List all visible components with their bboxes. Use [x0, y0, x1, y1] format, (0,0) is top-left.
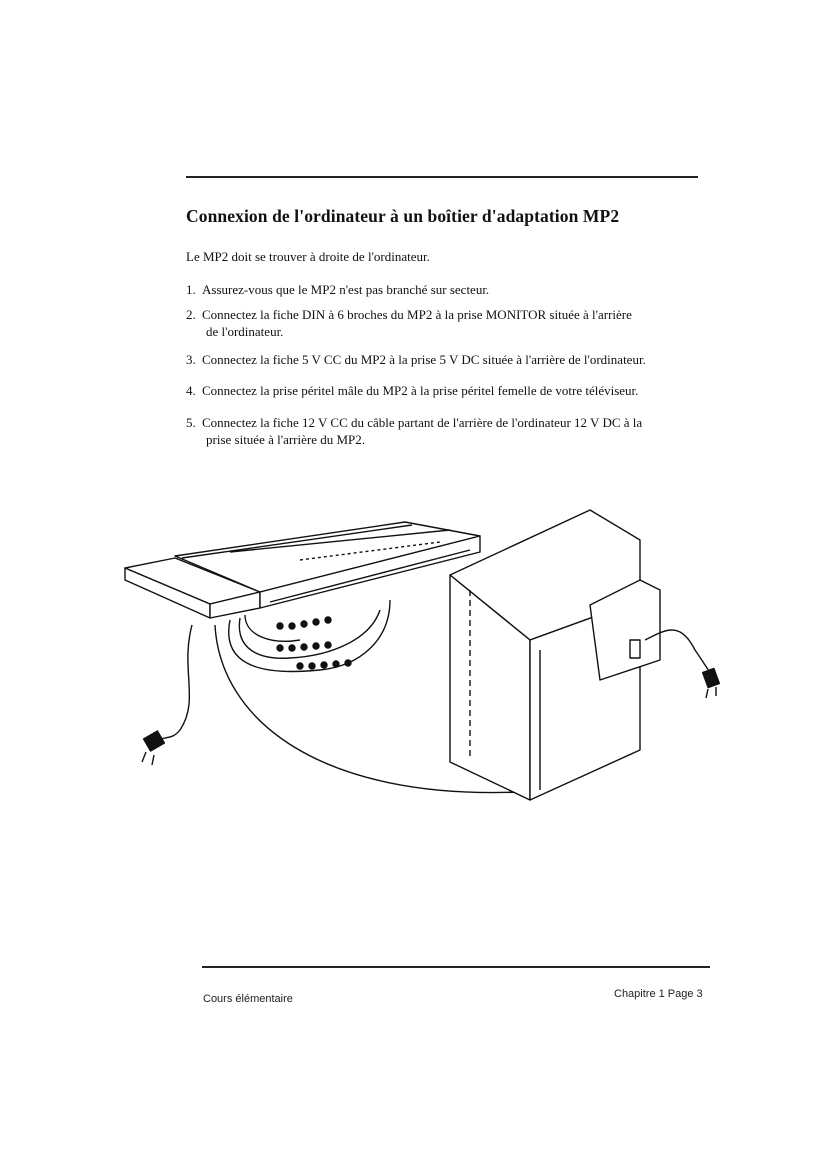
intro-text: Le MP2 doit se trouver à droite de l'ordinateur.: [186, 249, 430, 264]
step-text: Connectez la fiche 12 V CC du câble partant de l'arrière de l'ordinateur 12 V DC à la: [202, 415, 643, 430]
step-text: Connectez la fiche 5 V CC du MP2 à la prise 5 V DC située à l'arrière de l'ordinateur.: [202, 352, 646, 367]
bottom-rule: [202, 966, 710, 968]
step-4: [186, 382, 706, 399]
connection-illustration: [120, 500, 730, 810]
footer-page-number: Chapitre 1 Page 3: [614, 988, 703, 1000]
step-number: 4.: [186, 383, 196, 398]
step-2: [186, 306, 706, 340]
page-title: Connexion de l'ordinateur à un boîtier d'adaptation MP2: [186, 206, 620, 226]
footer-course-name: Cours élémentaire: [203, 993, 293, 1005]
step-text: Assurez-vous que le MP2 n'est pas branché sur secteur.: [202, 282, 490, 297]
step-1: [186, 281, 706, 298]
step-3: [186, 351, 706, 368]
step-number: 1.: [186, 282, 196, 297]
step-text-continued: de l'ordinateur.: [206, 324, 284, 339]
power-plug-left-icon: [142, 731, 164, 765]
step-number: 5.: [186, 415, 196, 430]
connector-pins: [277, 617, 351, 669]
step-number: 2.: [186, 307, 196, 322]
television: [450, 510, 660, 800]
top-rule: [186, 176, 698, 178]
step-text-continued: prise située à l'arrière du MP2.: [206, 432, 366, 447]
step-text: Connectez la prise péritel mâle du MP2 à la prise péritel femelle de votre téléviseur.: [202, 383, 639, 398]
computer-unit: [125, 522, 480, 618]
step-5: [186, 414, 706, 448]
step-text: Connectez la fiche DIN à 6 broches du MP2 à la prise MONITOR située à l'arrière: [202, 307, 632, 322]
step-number: 3.: [186, 352, 196, 367]
